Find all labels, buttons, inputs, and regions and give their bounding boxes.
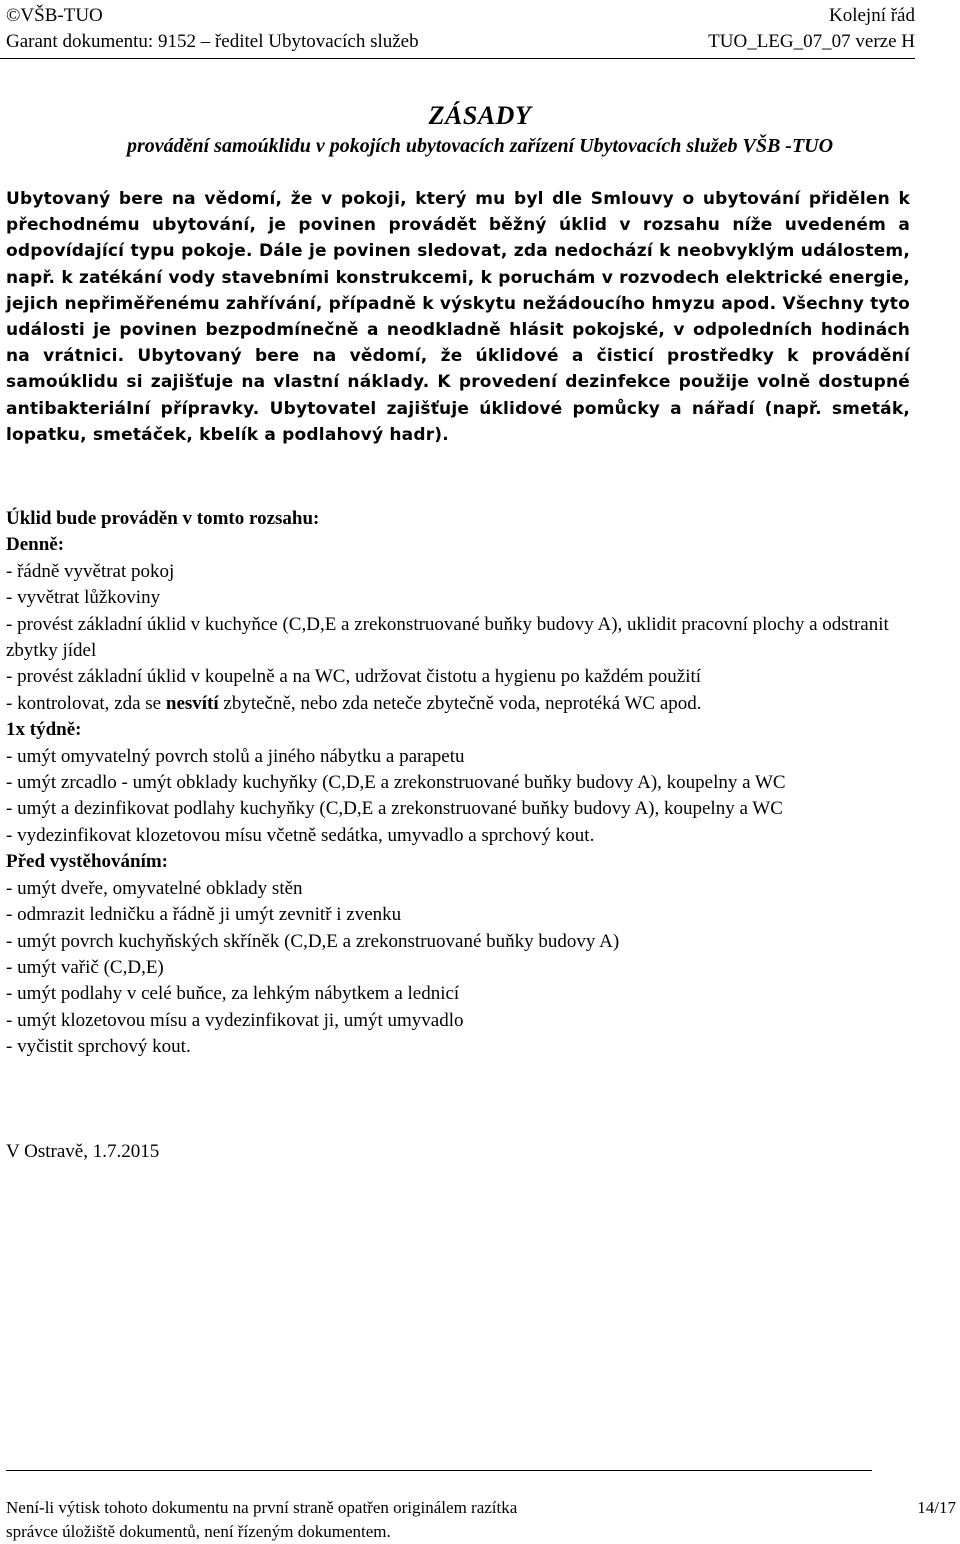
scope-heading: Úklid bude prováděn v tomto rozsahu: bbox=[6, 508, 320, 529]
intro-paragraph: Ubytovaný bere na vědomí, že v pokoji, který mu byl dle Smlouvy o ubytování přidělen k přechodnému ubytování, je povinen provádět běžný úklid v rozsahu níže uvedeném a odpovídající typu pokoje. Dále je povinen sledovat, zda nedochází k neobvyklým událostem, např. k zatékání vody stavebními konstrukcemi, k poruchám v rozvodech elektrické energie, jejich nepřiměřenému zahřívání, případně k výskytu nežádoucího hmyzu apod. Všechny tyto události je povinen bezpodmínečně a neodkladně hlásit pokojské, v odpoledních hodinách na vrátnici. Ubytovaný bere na vědomí, že úklidové a čisticí prostředky k provádění samoúklidu si zajišťuje na vlastní náklady. K provedení dezinfekce použije volně dostupné antibakteriální přípravky. Ubytovatel zajišťuje úklidové pomůcky a nářadí (např. smeták, lopatku, smetáček, kbelík a podlahový hadr). bbox=[6, 189, 910, 445]
header-divider bbox=[0, 58, 915, 59]
list-item: - provést základní úklid v koupelně a na WC, udržovat čistotu a hygienu po každém použití bbox=[6, 666, 702, 688]
list-item: - umýt zrcadlo - umýt obklady kuchyňky (C,D,E a zrekonstruované buňky budovy A), koupelny a WC bbox=[6, 772, 786, 794]
document-guarantor: Garant dokumentu: 9152 – ředitel Ubytovacích služeb bbox=[6, 31, 419, 52]
copyright-label: ©VŠB-TUO bbox=[6, 5, 103, 26]
page-title: ZÁSADY bbox=[428, 101, 532, 130]
moveout-label: Před vystěhováním: bbox=[6, 851, 169, 873]
weekly-label: 1x týdně: bbox=[6, 719, 82, 741]
list-item: - provést základní úklid v kuchyňce (C,D,E a zrekonstruované buňky budovy A), uklidit pracovní plochy a odstranit zbytky jídel bbox=[6, 613, 889, 662]
list-item-text: - kontrolovat, zda se bbox=[6, 692, 166, 714]
list-item: - vydezinfikovat klozetovou mísu včetně sedátka, umyvadlo a sprchový kout. bbox=[6, 824, 595, 846]
daily-label: Denně: bbox=[6, 534, 65, 556]
list-item bbox=[6, 691, 916, 717]
document-category: Kolejní řád bbox=[828, 5, 915, 26]
list-item: - umýt podlahy v celé buňce, za lehkým nábytkem a lednicí bbox=[6, 983, 460, 1005]
document-code: TUO_LEG_07_07 verze H bbox=[708, 31, 915, 52]
list-item: - umýt klozetovou mísu a vydezinfikovat ji, umýt umyvadlo bbox=[6, 1009, 464, 1031]
list-item: - odmrazit ledničku a řádně ji umýt zevnitř i zvenku bbox=[6, 904, 402, 926]
list-item: - vyvětrat lůžkoviny bbox=[6, 587, 161, 609]
page-number: 14/17 bbox=[917, 1498, 956, 1517]
list-item-emphasis: nesvítí bbox=[165, 692, 219, 714]
footer-note: Není-li výtisk tohoto dokumentu na první straně opatřen originálem razítka bbox=[6, 1498, 518, 1517]
page-subtitle: provádění samoúklidu v pokojích ubytovacích zařízení Ubytovacích služeb VŠB -TUO bbox=[126, 135, 834, 157]
list-item-text: zbytečně, nebo zda neteče zbytečně voda, neprotéká WC apod. bbox=[218, 692, 702, 714]
footer-row bbox=[6, 1498, 956, 1518]
cleaning-scope bbox=[6, 506, 916, 1061]
list-item: - vyčistit sprchový kout. bbox=[6, 1036, 191, 1058]
document-header-bottom bbox=[6, 31, 915, 53]
list-item: - umýt omyvatelný povrch stolů a jiného nábytku a parapetu bbox=[6, 745, 465, 767]
list-item: - umýt a dezinfikovat podlahy kuchyňky (C,D,E a zrekonstruované buňky budovy A), koupelny a WC bbox=[6, 798, 783, 820]
footer-divider bbox=[6, 1470, 872, 1471]
document-date: V Ostravě, 1.7.2015 bbox=[6, 1141, 160, 1162]
footer-note-continued: správce úložiště dokumentů, není řízeným dokumentem. bbox=[6, 1522, 391, 1541]
list-item: - řádně vyvětrat pokoj bbox=[6, 560, 175, 582]
list-item: - umýt dveře, omyvatelné obklady stěn bbox=[6, 877, 303, 899]
document-header-top bbox=[6, 5, 915, 27]
list-item: - umýt povrch kuchyňských skříněk (C,D,E a zrekonstruované buňky budovy A) bbox=[6, 930, 620, 952]
list-item: - umýt vařič (C,D,E) bbox=[6, 956, 164, 978]
